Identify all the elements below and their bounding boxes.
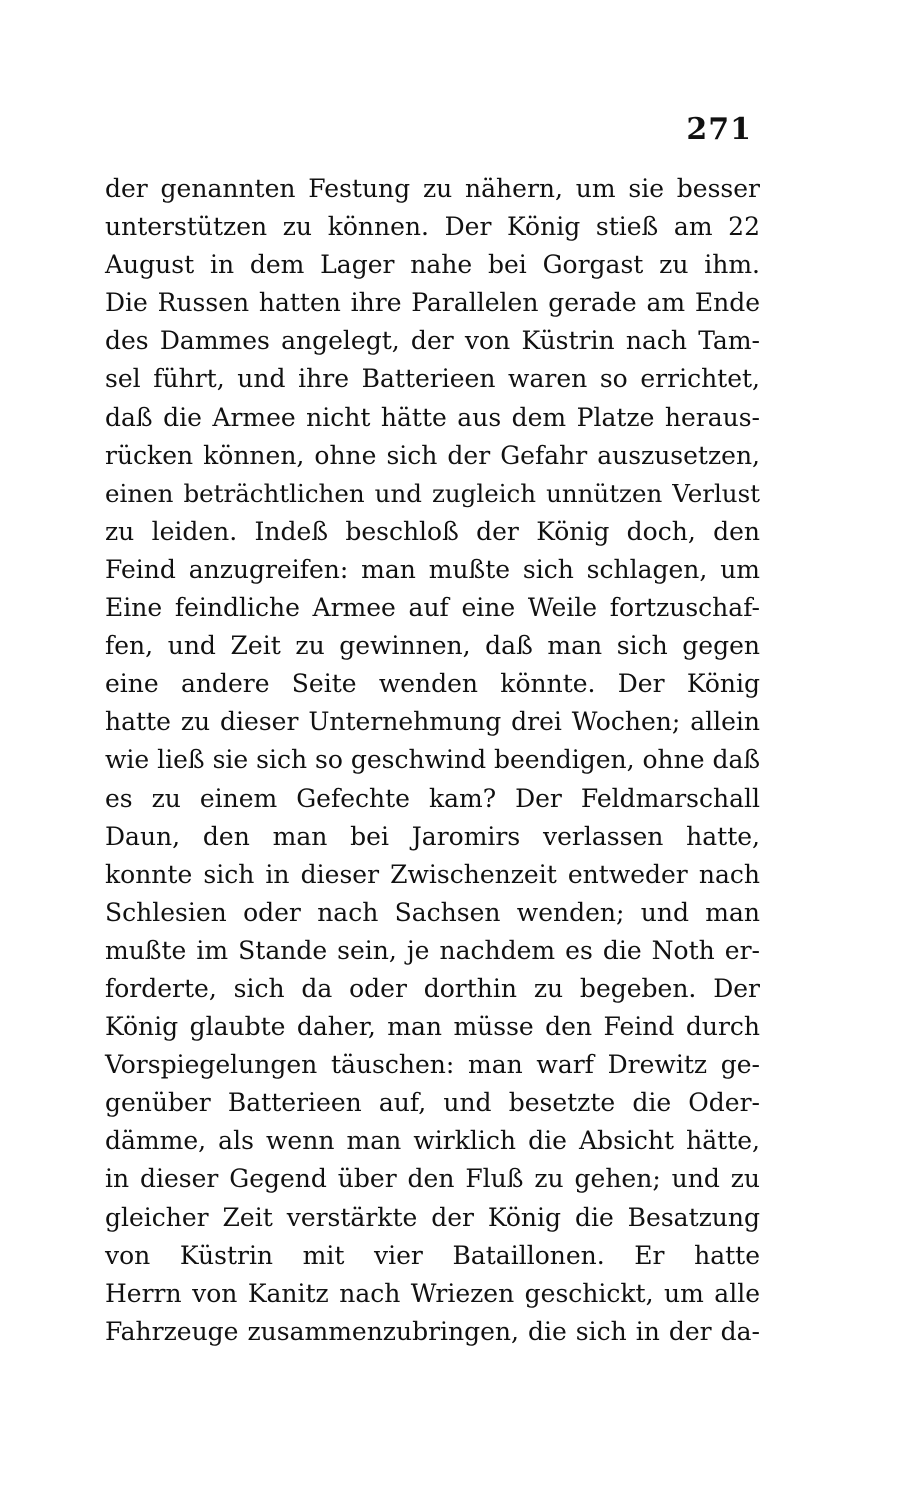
text-line: Herrn von Kanitz nach Wriezen geschickt, um alle bbox=[105, 1278, 760, 1308]
text-line: August in dem Lager nahe bei Gorgast zu ihm. bbox=[105, 250, 760, 280]
text-line: in dieser Gegend über den Fluß zu gehen; und zu bbox=[105, 1164, 760, 1194]
body-text bbox=[105, 170, 760, 1351]
text-line: eine andere Seite wenden könnte. Der König bbox=[105, 669, 760, 699]
text-line: rücken können, ohne sich der Gefahr auszusetzen, bbox=[105, 440, 760, 470]
text-line: einen beträchtlichen und zugleich unnützen Verlust bbox=[105, 478, 760, 508]
text-line: es zu einem Gefechte kam? Der Feldmarschall bbox=[105, 783, 760, 813]
text-line: Schlesien oder nach Sachsen wenden; und man bbox=[105, 897, 760, 927]
text-line: wie ließ sie sich so geschwind beendigen, ohne daß bbox=[105, 745, 761, 775]
text-line: forderte, sich da oder dorthin zu begeben. Der bbox=[105, 973, 760, 1003]
text-line: daß die Armee nicht hätte aus dem Platze heraus- bbox=[105, 402, 760, 432]
text-line: des Dammes angelegt, der von Küstrin nach Tam- bbox=[105, 326, 760, 356]
text-line: genüber Batterieen auf, und besetzte die Oder- bbox=[105, 1088, 760, 1118]
text-line: Die Russen hatten ihre Parallelen gerade am Ende bbox=[105, 288, 760, 318]
text-line: der genannten Festung zu nähern, um sie besser bbox=[105, 174, 760, 203]
text-line: zu leiden. Indeß beschloß der König doch, den bbox=[105, 516, 760, 546]
text-line: von Küstrin mit vier Bataillonen. Er hatte bbox=[105, 1240, 760, 1270]
text-line: dämme, als wenn man wirklich die Absicht hätte, bbox=[105, 1126, 760, 1156]
page-number: 271 bbox=[686, 112, 752, 147]
text-line: unterstützen zu können. Der König stieß am 22 bbox=[105, 212, 760, 242]
text-line: hatte zu dieser Unternehmung drei Wochen; allein bbox=[105, 707, 760, 737]
text-line: Eine feindliche Armee auf eine Weile fortzuschaf- bbox=[105, 593, 760, 623]
text-line: mußte im Stande sein, je nachdem es die Noth er- bbox=[105, 935, 760, 965]
text-line: sel führt, und ihre Batterieen waren so errichtet, bbox=[105, 364, 760, 394]
text-line: gleicher Zeit verstärkte der König die Besatzung bbox=[105, 1202, 760, 1232]
text-line: fen, und Zeit zu gewinnen, daß man sich gegen bbox=[105, 631, 760, 661]
text-line: König glaubte daher, man müsse den Feind durch bbox=[105, 1012, 760, 1042]
text-line: Fahrzeuge zusammenzubringen, die sich in der da- bbox=[105, 1316, 760, 1346]
text-line: konnte sich in dieser Zwischenzeit entweder nach bbox=[105, 859, 760, 889]
text-line: Feind anzugreifen: man mußte sich schlagen, um bbox=[105, 554, 760, 584]
text-line: Vorspiegelungen täuschen: man warf Drewitz ge- bbox=[105, 1050, 760, 1080]
text-line: Daun, den man bei Jaromirs verlassen hatte, bbox=[105, 821, 760, 851]
